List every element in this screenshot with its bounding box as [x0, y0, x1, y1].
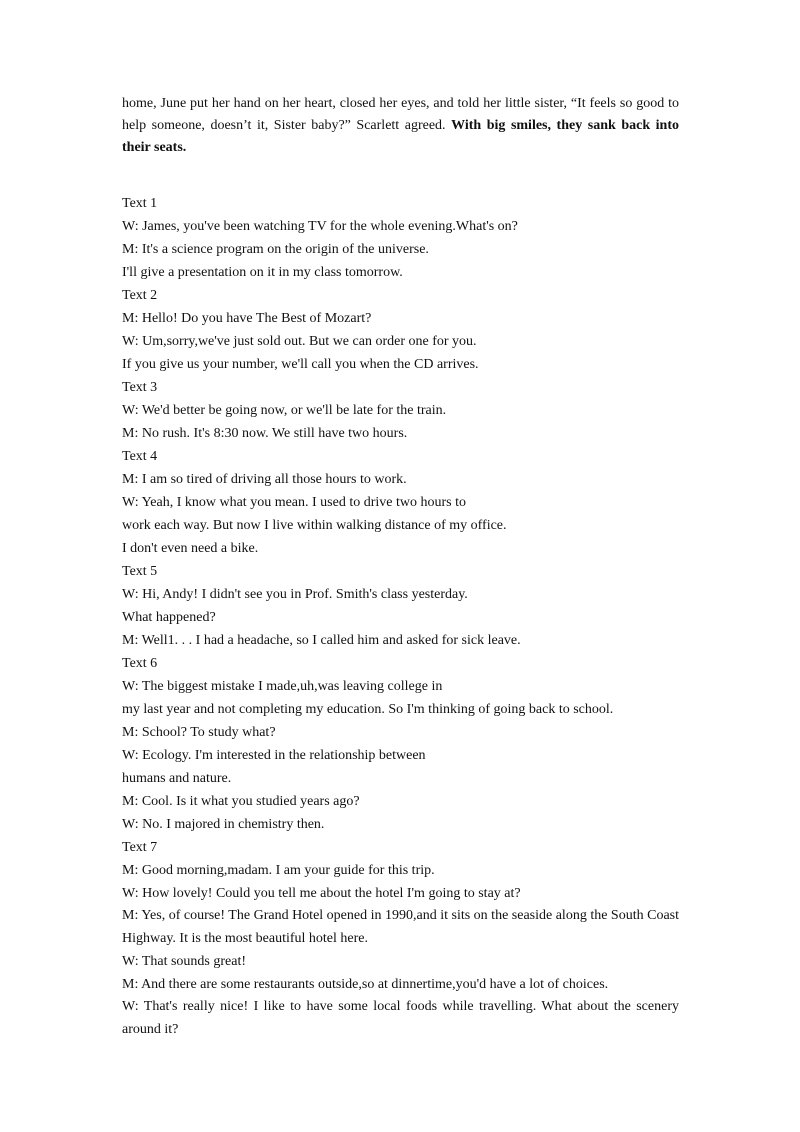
dialogue-line: M: Good morning,madam. I am your guide for this trip. — [122, 863, 435, 878]
dialogue-line: W: How lovely! Could you tell me about the hotel I'm going to stay at? — [122, 886, 521, 901]
document-page — [122, 93, 679, 1041]
heading-text-3: Text 3 — [122, 380, 158, 395]
intro-bold-text: With big smiles, they sank back into their seats. — [122, 118, 680, 155]
dialogue-line: my last year and not completing my education. So I'm thinking of going back to school. — [122, 702, 614, 717]
dialogue-line: W: That sounds great! — [122, 954, 247, 969]
dialogue-line: work each way. But now I live within walking distance of my office. — [122, 518, 507, 533]
dialogue-line: If you give us your number, we'll call you when the CD arrives. — [122, 357, 479, 372]
dialogue-line: M: I am so tired of driving all those hours to work. — [122, 472, 407, 487]
dialogue-line: I'll give a presentation on it in my class tomorrow. — [122, 265, 403, 280]
dialogue-line: W: No. I majored in chemistry then. — [122, 817, 325, 832]
dialogue-line: M: Well1. . . I had a headache, so I called him and asked for sick leave. — [122, 633, 521, 648]
heading-text-7: Text 7 — [122, 840, 158, 855]
dialogue-line: W: Um,sorry,we've just sold out. But we can order one for you. — [122, 334, 477, 349]
dialogue-line: M: Hello! Do you have The Best of Mozart? — [122, 311, 372, 326]
heading-text-4: Text 4 — [122, 449, 158, 464]
heading-text-1: Text 1 — [122, 196, 158, 211]
dialogue-line: M: No rush. It's 8:30 now. We still have two hours. — [122, 426, 408, 441]
intro-paragraph — [122, 93, 679, 159]
dialogue-line: I don't even need a bike. — [122, 541, 259, 556]
transcript — [122, 192, 679, 1041]
dialogue-line: humans and nature. — [122, 771, 232, 786]
heading-text-6: Text 6 — [122, 656, 158, 671]
dialogue-line: W: That's really nice! I like to have some local foods while travelling. What about the scenery around it? — [122, 999, 679, 1037]
dialogue-line: What happened? — [122, 610, 216, 625]
dialogue-line: M: Cool. Is it what you studied years ago? — [122, 794, 360, 809]
dialogue-line: W: The biggest mistake I made,uh,was leaving college in — [122, 679, 443, 694]
paragraph-spacer — [122, 159, 679, 192]
dialogue-line: M: School? To study what? — [122, 725, 276, 740]
dialogue-line: M: It's a science program on the origin of the universe. — [122, 242, 429, 257]
dialogue-line: W: Yeah, I know what you mean. I used to drive two hours to — [122, 495, 466, 510]
dialogue-line: W: Ecology. I'm interested in the relationship between — [122, 748, 426, 763]
heading-text-2: Text 2 — [122, 288, 158, 303]
intro-text: home, June put her hand on her heart, closed her eyes, and told her little sister, “It feels so good to help someone, doesn’t it, Sister baby?” Scarlett agreed. — [122, 96, 679, 133]
dialogue-line: M: Yes, of course! The Grand Hotel opened in 1990,and it sits on the seaside along the South Coast Highway. It is the most beautiful hotel here. — [122, 908, 679, 946]
dialogue-line: W: We'd better be going now, or we'll be late for the train. — [122, 403, 447, 418]
dialogue-line: W: Hi, Andy! I didn't see you in Prof. Smith's class yesterday. — [122, 587, 468, 602]
dialogue-line: M: And there are some restaurants outside,so at dinnertime,you'd have a lot of choices. — [122, 977, 609, 992]
dialogue-line: W: James, you've been watching TV for the whole evening.What's on? — [122, 219, 518, 234]
heading-text-5: Text 5 — [122, 564, 158, 579]
